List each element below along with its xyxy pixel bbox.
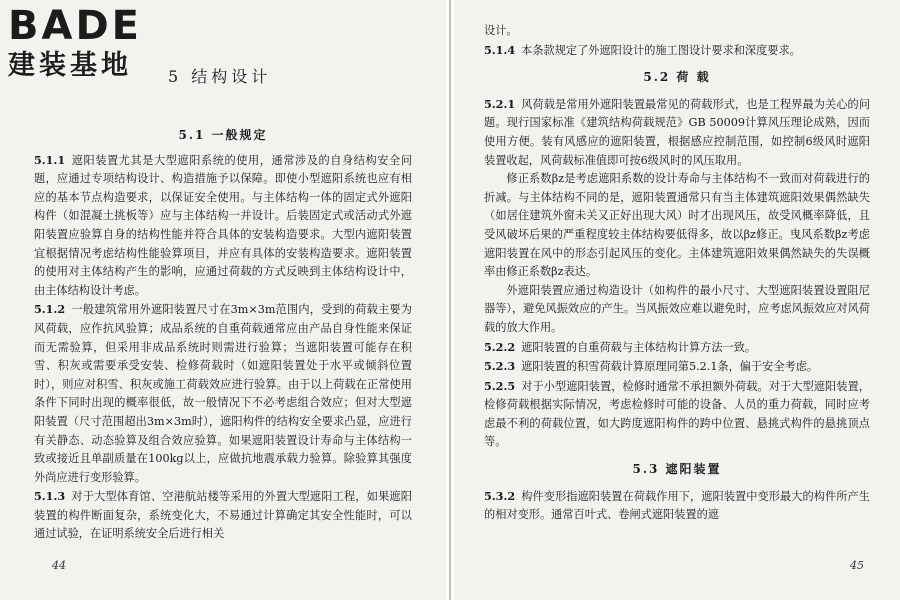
clause-paragraph xyxy=(484,95,870,170)
gutter-divider xyxy=(449,0,451,600)
clause-number: 5.2.2 xyxy=(484,339,516,354)
clause-number: 5.1.1 xyxy=(34,152,66,167)
logo-brand-text: BADE xyxy=(8,3,142,49)
clause-paragraph xyxy=(484,357,870,377)
right-page xyxy=(454,0,900,600)
chapter-title: 5 结构设计 xyxy=(168,67,272,86)
clause-number: 5.2.3 xyxy=(484,359,516,374)
section-heading-general: 5.1 一般规定 xyxy=(178,128,268,142)
clause-paragraph xyxy=(484,41,870,61)
clause-number: 5.2.5 xyxy=(484,378,516,393)
clause-number: 5.1.4 xyxy=(484,42,516,57)
body-paragraph: 修正系数βz是考虑遮阳系数的设计寿命与主体结构不一致而对荷载进行的折减。与主体结构不同的是，遮阳装置通常只有当主体建筑遮阳效果偶然缺失（如居住建筑外窗未关又正好出现大风）时才出现风压，故受风概率降低，且受风破坏后果的严重程度较主体结构要低得多，故以βz修正。曳风系数βz考虑遮阳装置在风中的形态引起风压的变化。主体建筑遮阳效果偶然缺失的失误概率由修正系数βz表达。 xyxy=(484,172,870,279)
clause-number: 5.3.2 xyxy=(484,488,516,503)
clause-number: 5.2.1 xyxy=(484,96,516,111)
clause-paragraph xyxy=(484,487,870,525)
section-heading-load: 5.2 荷 载 xyxy=(643,70,711,85)
clause-number: 5.1.2 xyxy=(34,302,66,317)
clause-paragraph xyxy=(484,377,870,452)
clause-text: 本条款规定了外遮阳设计的施工图设计要求和深度要求。 xyxy=(521,43,801,57)
clause-paragraph xyxy=(34,151,412,301)
section-heading-device: 5.3 遮阳装置 xyxy=(632,462,722,477)
clause-text: 遮阳装置尤其是大型遮阳系统的使用，通常涉及的自身结构安全问题，应通过专项结构设计、构造措施予以保障。即使小型遮阳系统也应有相应的基本节点构造要求，以保证安全使用。与主体结构一体的固定式外遮阳构件（如混凝土挑板等）应与主体结构一并设计。后装固定式或活动式外遮阳装置应验算自身的结构性能并符合具体的安装构造要求。大型内遮阳装置宜根据情况考虑结构性能验算项目，并应有具体的安装构造要求。遮阳装置的使用对主体结构产生的影响，应通过荷载的方式反映到主体结构设计中，由主体结构设计考虑。 xyxy=(34,153,412,297)
clause-text: 风荷载是常用外遮阳装置最常见的荷载形式，也是工程界最为关心的问题。现行国家标准《建筑结构荷载规范》GB 50009计算风压理论成熟，因而使用方便。装有风感应的遮阳装置，根据感应控制范围，如控制6级风时遮阳装置收起，风荷载标准值即可按6级风时的风压取用。 xyxy=(484,97,870,167)
clause-number: 5.1.3 xyxy=(34,489,66,504)
clause-text: 一般建筑常用外遮阳装置尺寸在3m×3m范围内，受到的荷载主要为风荷载，应作抗风验算；成品系统的自重荷载通常应由产品自身性能来保证而无需验算，但采用非成品系统时则需进行验算；当遮阳装置可能存在积雪、积灰或需要承受安装、检修荷载时（如遮阳装置处于水平或倾斜位置时），则应对积雪、积灰或施工荷载效应进行验算。由于以上荷载在正常使用条件下同时出现的概率很低，故一般情况下不必考虑组合效应；但对大型遮阳装置（尺寸范围超出3m×3m时），遮阳构件的结构安全要求凸显，应进行有关静态、动态验算及组合效应验算。如果遮阳装置设计寿命与主体结构一致或接近且单副质量在100kg以上，应做抗地震承载力验算。除验算其强度外尚应进行变形验算。 xyxy=(34,303,412,484)
left-page xyxy=(0,0,446,600)
page-number-right: 45 xyxy=(850,559,864,572)
clause-text: 遮阳装置的积雪荷载计算原理同第5.2.1条，偏于安全考虑。 xyxy=(521,360,819,374)
clause-paragraph xyxy=(484,338,870,358)
clause-text: 遮阳装置的自重荷载与主体结构计算方法一致。 xyxy=(521,340,757,354)
bade-logo xyxy=(8,3,142,82)
clause-text: 对于大型体育馆、空港航站楼等采用的外置大型遮阳工程，如果遮阳装置的构件断面复杂，系统变化大，不易通过计算确定其安全性能时，可以通过试验，在证明系统安全后进行相关 xyxy=(34,490,412,541)
left-page-body xyxy=(34,126,412,544)
clause-paragraph xyxy=(34,487,412,544)
clause-paragraph xyxy=(34,300,412,487)
continued-text: 设计。 xyxy=(484,24,518,37)
body-paragraph: 外遮阳装置应通过构造设计（如构件的最小尺寸、大型遮阳装置设置阻尼器等），避免风振效应的产生。当风振效应难以避免时，应考虑风振效应对风荷载的放大作用。 xyxy=(484,283,870,334)
right-page-body xyxy=(484,22,870,525)
page-number-left: 44 xyxy=(52,559,66,572)
clause-text: 对于小型遮阳装置，检修时通常不承担额外荷载。对于大型遮阳装置，检修荷载根据实际情况，考虑检修时可能的设备、人员的重力荷载，同时应考虑最不利的荷载位置，如大跨度遮阳构件的跨中位置、悬挑式构件的悬挑顶点等。 xyxy=(484,379,870,449)
logo-sub-text: 建装基地 xyxy=(8,50,132,81)
clause-text: 构件变形指遮阳装置在荷载作用下，遮阳装置中变形最大的构件所产生的相对变形。通常百叶式、卷闸式遮阳装置的遮 xyxy=(484,489,870,522)
